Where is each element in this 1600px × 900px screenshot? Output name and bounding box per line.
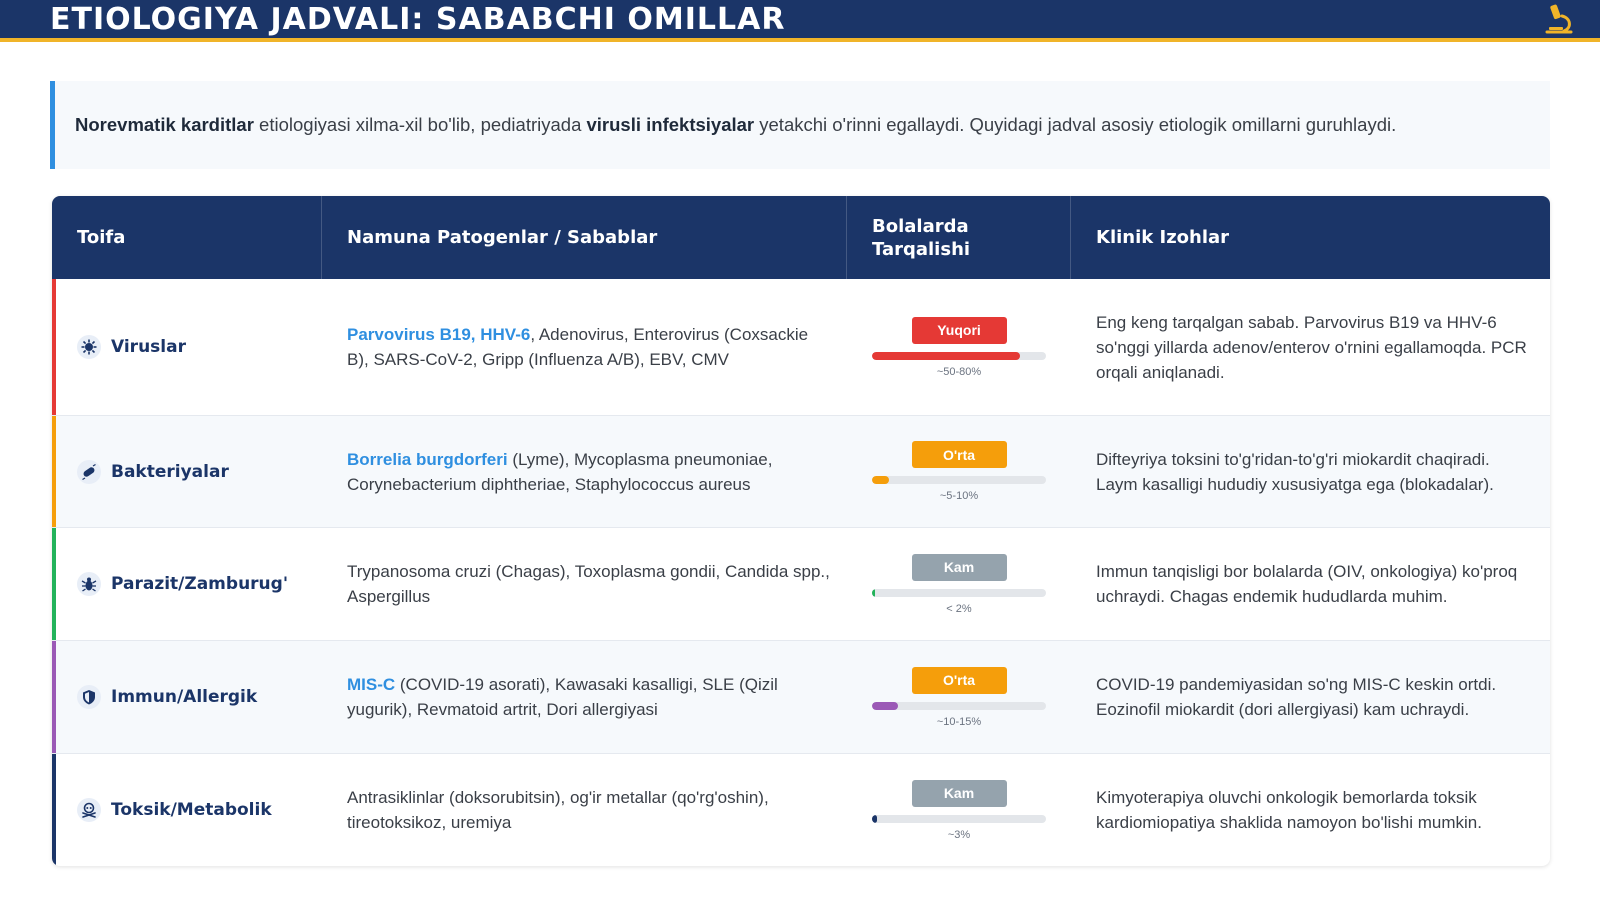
- prevalence-percent: ~50-80%: [936, 365, 982, 378]
- table-row: [52, 641, 1550, 754]
- row-color-stripe: [52, 279, 56, 415]
- prevalence-bar-fill: [872, 815, 877, 823]
- pathogen-list: Antrasiklinlar (doksorubitsin), og'ir metallar (qo'rg'oshin), tireotoksikoz, uremiya: [347, 788, 769, 832]
- clinical-notes-cell: [1071, 641, 1550, 753]
- row-color-stripe: [52, 528, 56, 640]
- category-cell: [52, 641, 322, 753]
- category-cell: [52, 528, 322, 640]
- intro-text: [75, 114, 1396, 136]
- prevalence-cell: [847, 528, 1071, 640]
- prevalence-bar-fill: [872, 476, 889, 484]
- skull-icon: [77, 798, 101, 822]
- clinical-notes-cell: [1071, 416, 1550, 527]
- category-label: Parazit/Zamburug': [111, 574, 289, 594]
- category-label: Viruslar: [111, 337, 186, 357]
- intro-bold-1: Norevmatik karditlar: [75, 114, 254, 135]
- table-header: [52, 196, 1550, 279]
- clinical-notes: Eng keng tarqalgan sabab. Parvovirus B19 va HHV-6 so'nggi yillarda adenov/enterov o'rnini egallamoqda. PCR orqali aniqlanadi.: [1096, 312, 1527, 382]
- table-row: [52, 279, 1550, 416]
- prevalence-percent: ~5-10%: [939, 490, 979, 502]
- prevalence-bar: [872, 352, 1046, 360]
- pathogen-list: (Lyme), Mycoplasma pneumoniae, Corynebacterium diphtheriae, Staphylococcus aureus: [347, 449, 773, 494]
- row-color-stripe: [52, 416, 56, 527]
- pathogens-cell: [322, 416, 847, 527]
- category-label: Immun/Allergik: [111, 687, 258, 707]
- intro-bold-2: virusli infektsiyalar: [586, 114, 755, 135]
- row-color-stripe: [52, 641, 56, 753]
- pathogen-highlight: Borrelia burgdorferi: [347, 449, 508, 469]
- bug-icon: [77, 572, 101, 596]
- prevalence-badge: Yuqori: [912, 317, 1007, 344]
- prevalence-badge: O'rta: [912, 667, 1007, 694]
- prevalence-cell: [847, 279, 1071, 415]
- prevalence-bar-fill: [872, 702, 898, 710]
- category-cell: [52, 279, 322, 415]
- microscope-icon: [1538, 2, 1578, 38]
- intro-text-2: etiologiyasi xilma-xil bo'lib, pediatriyada: [253, 114, 587, 135]
- category-cell: [52, 416, 322, 527]
- table-row: [52, 528, 1550, 641]
- header-notes: Klinik Izohlar: [1096, 227, 1230, 248]
- table-body: [52, 279, 1550, 866]
- intro-callout: [50, 81, 1550, 169]
- bacteria-icon: [77, 460, 101, 484]
- header-prevalence: Bolalarda Tarqalishi: [847, 196, 1071, 279]
- category-label: Toksik/Metabolik: [111, 800, 272, 820]
- clinical-notes: Immun tanqisligi bor bolalarda (OIV, onkologiya) ko'proq uchraydi. Chagas endemik hududlarda muhim.: [1096, 562, 1518, 606]
- clinical-notes: Difteyriya toksini to'g'ridan-to'g'ri miokardit chaqiradi. Laym kasalligi hududiy xususiyatga ega (blokadalar).: [1096, 449, 1494, 494]
- prevalence-bar-fill: [872, 352, 1020, 360]
- prevalence-cell: [847, 416, 1071, 527]
- prevalence-cell: [847, 754, 1071, 866]
- prevalence-bar: [872, 476, 1046, 484]
- virus-icon: [77, 335, 101, 359]
- category-cell: [52, 754, 322, 866]
- pathogen-list: Trypanosoma cruzi (Chagas), Toxoplasma gondii, Candida spp., Aspergillus: [347, 562, 830, 606]
- prevalence-bar: [872, 702, 1046, 710]
- pathogen-list: , Adenovirus, Enterovirus (Coxsackie B), SARS-CoV-2, Gripp (Influenza A/B), EBV, CMV: [347, 325, 809, 369]
- header-category: Toifa: [52, 196, 322, 279]
- prevalence-badge: Kam: [912, 780, 1007, 807]
- shield-icon: [77, 685, 101, 709]
- prevalence-cell: [847, 641, 1071, 753]
- prevalence-percent: ~3%: [947, 828, 971, 841]
- row-color-stripe: [52, 754, 56, 866]
- prevalence-percent: < 2%: [946, 602, 972, 615]
- table-row: [52, 416, 1550, 528]
- intro-text-4: yetakchi o'rinni egallaydi. Quyidagi jadval asosiy etiologik omillarni guruhlaydi.: [754, 114, 1397, 135]
- header-pathogens: Namuna Patogenlar / Sabablar: [322, 196, 847, 279]
- clinical-notes-cell: [1071, 279, 1550, 415]
- pathogen-highlight: Parvovirus B19, HHV-6: [347, 325, 531, 344]
- clinical-notes: COVID-19 pandemiyasidan so'ng MIS-C keskin ortdi. Eozinofil miokardit (dori allergiyasi) kam uchraydi.: [1096, 675, 1497, 719]
- prevalence-bar: [872, 589, 1046, 597]
- etiology-table: [52, 196, 1550, 866]
- prevalence-bar-fill: [872, 589, 875, 597]
- prevalence-badge: Kam: [912, 554, 1007, 581]
- prevalence-bar: [872, 815, 1046, 823]
- pathogen-highlight: MIS-C: [347, 675, 396, 694]
- clinical-notes-cell: [1071, 754, 1550, 866]
- pathogens-cell: [322, 754, 847, 866]
- pathogen-list: (COVID-19 asorati), Kawasaki kasalligi, SLE (Qizil yugurik), Revmatoid artrit, Dori allergiyasi: [347, 675, 778, 719]
- page-title: ETIOLOGIYA JADVALI: SABABCHI OMILLAR: [50, 2, 786, 37]
- prevalence-badge: O'rta: [912, 441, 1007, 468]
- prevalence-percent: ~10-15%: [936, 715, 982, 728]
- pathogens-cell: [322, 528, 847, 640]
- clinical-notes-cell: [1071, 528, 1550, 640]
- clinical-notes: Kimyoterapiya oluvchi onkologik bemorlarda toksik kardiomiopatiya shaklida namoyon bo'lishi mumkin.: [1096, 788, 1482, 832]
- table-row: [52, 754, 1550, 866]
- pathogens-cell: [322, 641, 847, 753]
- category-label: Bakteriyalar: [111, 461, 229, 482]
- pathogens-cell: [322, 279, 847, 415]
- page-header: [0, 0, 1600, 42]
